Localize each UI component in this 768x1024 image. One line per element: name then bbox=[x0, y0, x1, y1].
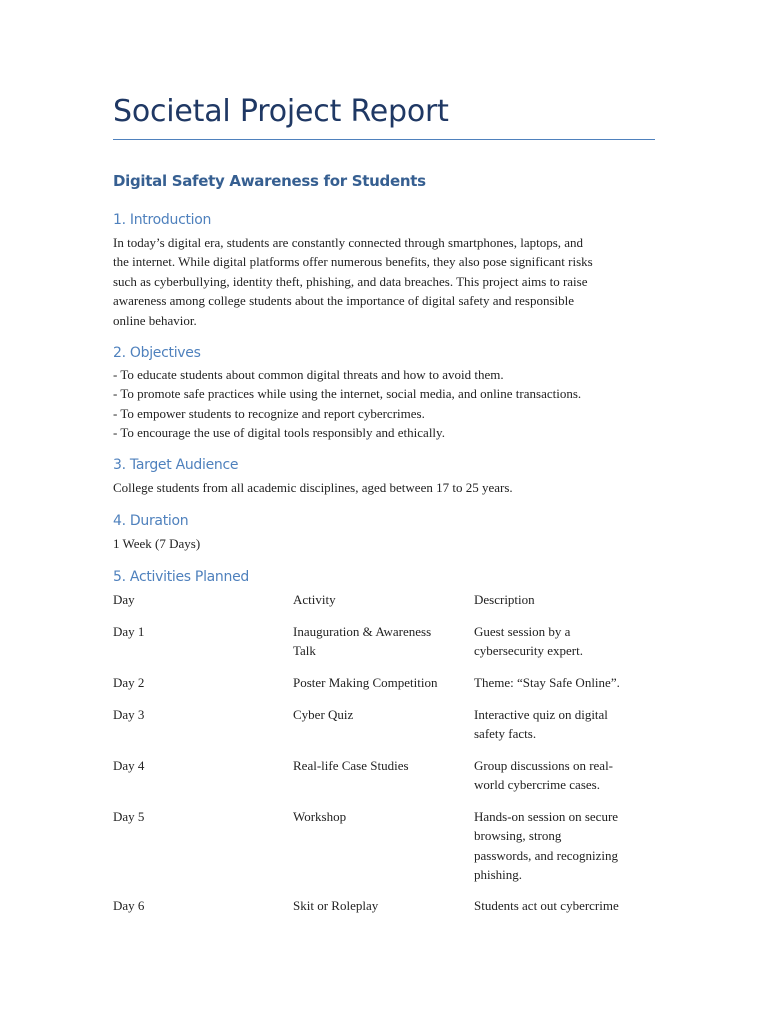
activities-heading: 5. Activities Planned bbox=[113, 569, 249, 585]
cell-line: passwords, and recognizing bbox=[474, 847, 619, 863]
table-cell-day: Day 2 bbox=[113, 675, 145, 690]
table-header-description: Description bbox=[474, 592, 535, 607]
cell-line: Real-life Case Studies bbox=[293, 758, 409, 773]
cell-line: Poster Making Competition bbox=[293, 675, 438, 690]
introduction-line: such as cyberbullying, identity theft, phishing, and data breaches. This project aims to raise bbox=[113, 273, 588, 289]
introduction-heading: 1. Introduction bbox=[113, 212, 212, 228]
table-cell-day: Day 6 bbox=[113, 898, 145, 913]
introduction-line: online behavior. bbox=[113, 312, 197, 328]
cell-line: Theme: “Stay Safe Online”. bbox=[474, 675, 620, 690]
objectives-list bbox=[113, 365, 658, 443]
cell-line: phishing. bbox=[474, 867, 523, 883]
cell-line: Guest session by a bbox=[474, 624, 571, 639]
cell-line: Workshop bbox=[293, 809, 347, 824]
table-cell-description bbox=[474, 756, 649, 795]
table-cell-day: Day 4 bbox=[113, 758, 145, 773]
table-cell-description bbox=[474, 673, 649, 692]
table-cell-day: Day 1 bbox=[113, 624, 145, 639]
target-audience-heading: 3. Target Audience bbox=[113, 457, 239, 473]
target-audience-line: College students from all academic disciplines, aged between 17 to 25 years. bbox=[113, 480, 513, 495]
duration-line: 1 Week (7 Days) bbox=[113, 536, 201, 551]
objective-item: - To encourage the use of digital tools responsibly and ethically. bbox=[113, 425, 445, 441]
table-cell-activity bbox=[293, 896, 463, 915]
cell-line: Skit or Roleplay bbox=[293, 898, 379, 913]
cell-line: world cybercrime cases. bbox=[474, 777, 600, 793]
introduction-paragraph bbox=[113, 233, 658, 330]
cell-line: browsing, strong bbox=[474, 828, 562, 844]
cell-line: Interactive quiz on digital bbox=[474, 707, 608, 722]
objectives-heading: 2. Objectives bbox=[113, 345, 201, 361]
cell-line: safety facts. bbox=[474, 726, 537, 742]
duration-heading: 4. Duration bbox=[113, 513, 189, 529]
cell-line: Inauguration & Awareness bbox=[293, 624, 432, 639]
table-cell-description bbox=[474, 896, 649, 915]
table-cell-description bbox=[474, 705, 649, 744]
cell-line: Students act out cybercrime bbox=[474, 898, 619, 913]
introduction-line: In today’s digital era, students are constantly connected through smartphones, laptops, and bbox=[113, 235, 584, 250]
target-audience-text bbox=[113, 478, 658, 497]
objective-item: - To educate students about common digital threats and how to avoid them. bbox=[113, 367, 504, 382]
duration-text bbox=[113, 534, 658, 553]
table-cell-activity bbox=[293, 705, 463, 724]
table-cell-activity bbox=[293, 673, 463, 692]
table-cell-activity bbox=[293, 756, 463, 775]
cell-line: Hands-on session on secure bbox=[474, 809, 619, 824]
title-divider bbox=[113, 139, 655, 140]
cell-line: Talk bbox=[293, 643, 316, 659]
introduction-line: the internet. While digital platforms offer numerous benefits, they also pose significant risks bbox=[113, 254, 593, 270]
objective-item: - To promote safe practices while using the internet, social media, and online transactions. bbox=[113, 386, 582, 402]
table-header-activity: Activity bbox=[293, 592, 336, 607]
objective-item: - To empower students to recognize and report cybercrimes. bbox=[113, 405, 425, 421]
cell-line: Group discussions on real- bbox=[474, 758, 614, 773]
table-header-day: Day bbox=[113, 592, 135, 607]
table-cell-description bbox=[474, 622, 649, 661]
introduction-line: awareness among college students about the importance of digital safety and responsible bbox=[113, 293, 574, 309]
cell-line: cybersecurity expert. bbox=[474, 643, 584, 659]
table-cell-day: Day 3 bbox=[113, 707, 145, 722]
cell-line: Cyber Quiz bbox=[293, 707, 354, 722]
table-cell-day: Day 5 bbox=[113, 809, 145, 824]
document-subtitle: Digital Safety Awareness for Students bbox=[113, 172, 426, 190]
table-cell-activity bbox=[293, 622, 463, 661]
document-title: Societal Project Report bbox=[113, 94, 449, 129]
table-cell-activity bbox=[293, 807, 463, 826]
table-cell-description bbox=[474, 807, 649, 885]
